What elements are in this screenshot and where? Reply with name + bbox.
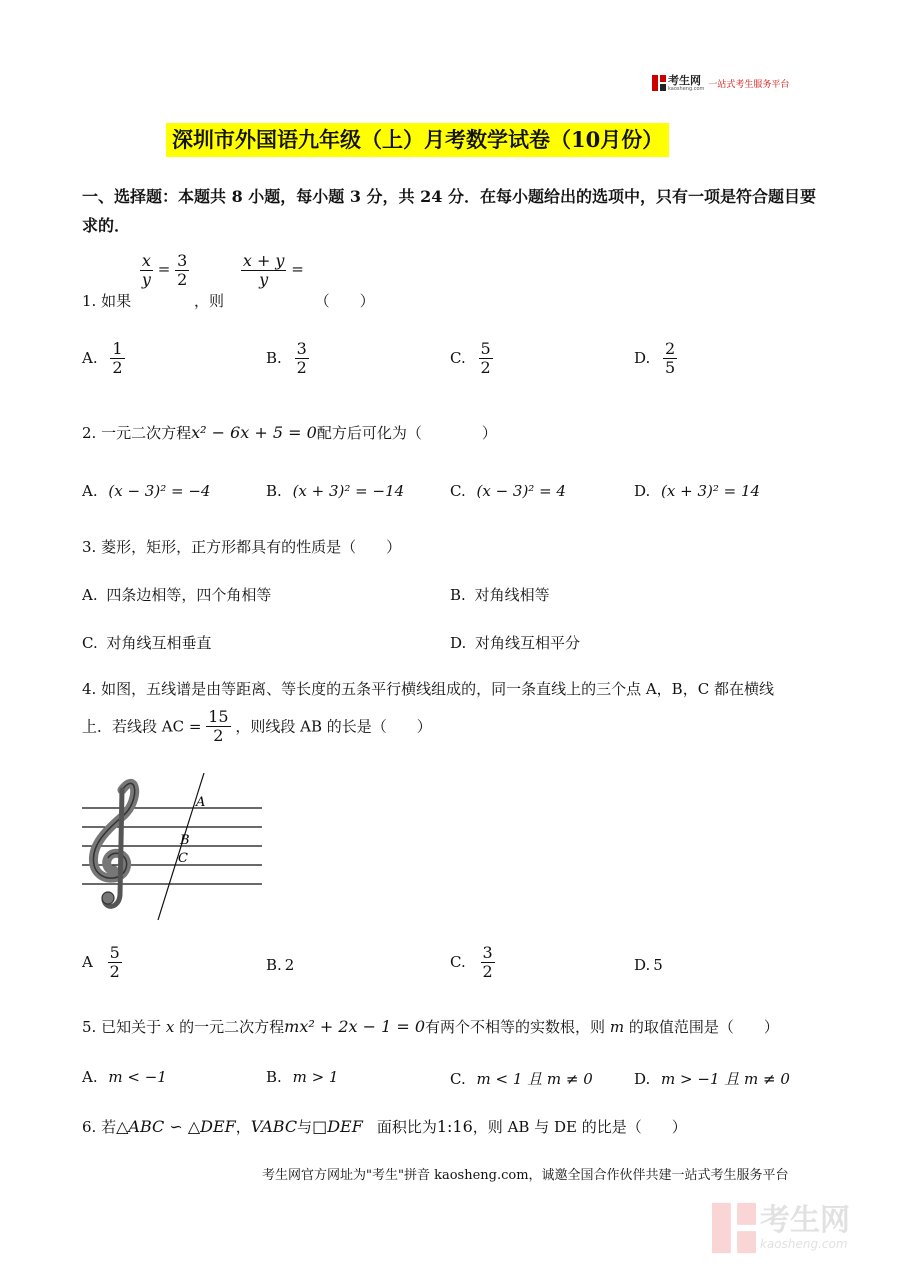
header-logo — [652, 72, 817, 94]
watermark-logo-icon — [712, 1202, 756, 1254]
treble-clef-icon — [93, 783, 134, 906]
watermark-domain: kaosheng.com — [760, 1237, 848, 1251]
q2-option-a: A. (x − 3)² = −4 — [82, 482, 211, 500]
logo-slogan: 一站式考生服务平台 — [708, 79, 790, 90]
q2-equation: x² − 6x + 5 = 0 — [191, 423, 317, 442]
point-b-label: B — [180, 833, 190, 848]
question-1-stem — [82, 252, 375, 311]
q4-option-a: A $\frac{5}{2}$ — [82, 943, 120, 981]
q1-mid: ，则 — [194, 292, 225, 310]
point-c-label: C — [178, 851, 188, 866]
watermark — [712, 1198, 882, 1258]
question-4-line1: 4. 如图，五线谱是由等距离、等长度的五条平行横线组成的，同一条直线上的三个点 A，B，C 都在横线 — [82, 680, 774, 698]
q2-option-c: C. (x − 3)² = 4 — [450, 482, 566, 500]
point-a-label: A — [196, 795, 206, 810]
q1-prefix: 1. 如果 — [82, 292, 132, 310]
page-footer: 考生网官方网址为"考生"拼音 kaosheng.com，诚邀全国合作伙伴共建一站式考生服务平台 — [262, 1168, 789, 1183]
q2-option-b: B. (x + 3)² = −14 — [266, 482, 405, 500]
q1-option-a: A. $\frac{1}{2}$ — [82, 339, 123, 377]
q1-option-b: B. $\frac{3}{2}$ — [266, 339, 307, 377]
q5-option-d: D. m > −1 且 m ≠ 0 — [634, 1070, 790, 1088]
q4-option-c: C. $\frac{3}{2}$ — [450, 943, 493, 981]
q2-option-d: D. (x + 3)² = 14 — [634, 482, 761, 500]
q5-option-a: A. m < −1 — [82, 1068, 167, 1086]
question-6-stem: 6. 若△ABC ∽ △DEF，VABC与□DEF 面积比为1:16，则 AB 与 DE 的比是（ ） — [82, 1117, 687, 1136]
q1-option-d: D. $\frac{2}{5}$ — [634, 339, 676, 377]
kaosheng-logo-icon — [652, 75, 666, 91]
staff-figure — [82, 770, 272, 925]
q1-cond-lhs: $\frac{x}{y}$ — [141, 251, 151, 289]
q5-option-b: B. m > 1 — [266, 1068, 339, 1086]
q1-expr: $\frac{x + y}{y}$ — [242, 251, 285, 289]
page-title: 深圳市外国语九年级（上）月考数学试卷（10月份） — [166, 123, 669, 157]
q3-option-d: D. 对角线互相平分 — [450, 634, 581, 652]
logo-domain: kaosheng.com — [668, 85, 705, 92]
q1-option-c: C. $\frac{5}{2}$ — [450, 339, 491, 377]
logo-brand: 考生网 — [668, 73, 701, 87]
question-2-stem: 2. 一元二次方程x² − 6x + 5 = 0配方后可化为（ ） — [82, 423, 497, 442]
q3-option-c: C. 对角线互相垂直 — [82, 634, 212, 652]
q1-cond-rhs: $\frac{3}{2}$ — [177, 251, 188, 289]
question-5-stem: 5. 已知关于 x 的一元二次方程mx² + 2x − 1 = 0有两个不相等的实数根，则 m 的取值范围是（ ） — [82, 1017, 779, 1036]
q1-eq2: = — [291, 260, 304, 279]
watermark-brand: 考生网 — [760, 1203, 850, 1238]
q4-option-b: B. 2 — [266, 956, 295, 974]
q1-eq: = — [157, 260, 171, 279]
q3-option-b: B. 对角线相等 — [450, 586, 550, 604]
q4-option-d: D. 5 — [634, 956, 663, 974]
question-3-stem: 3. 菱形，矩形，正方形都具有的性质是（ ） — [82, 538, 402, 556]
question-4-line2: 上．若线段 AC = $\frac{15}{2}$ ，则线段 AB 的长是（ ） — [82, 707, 432, 745]
q1-paren: （ ） — [314, 292, 375, 310]
q3-option-a: A. 四条边相等，四个角相等 — [82, 586, 272, 604]
q5-option-c: C. m < 1 且 m ≠ 0 — [450, 1070, 593, 1088]
section-heading: 一、选择题：本题共 8 小题，每小题 3 分，共 24 分．在每小题给出的选项中，只有一项是符合题目要求的． — [82, 187, 816, 235]
